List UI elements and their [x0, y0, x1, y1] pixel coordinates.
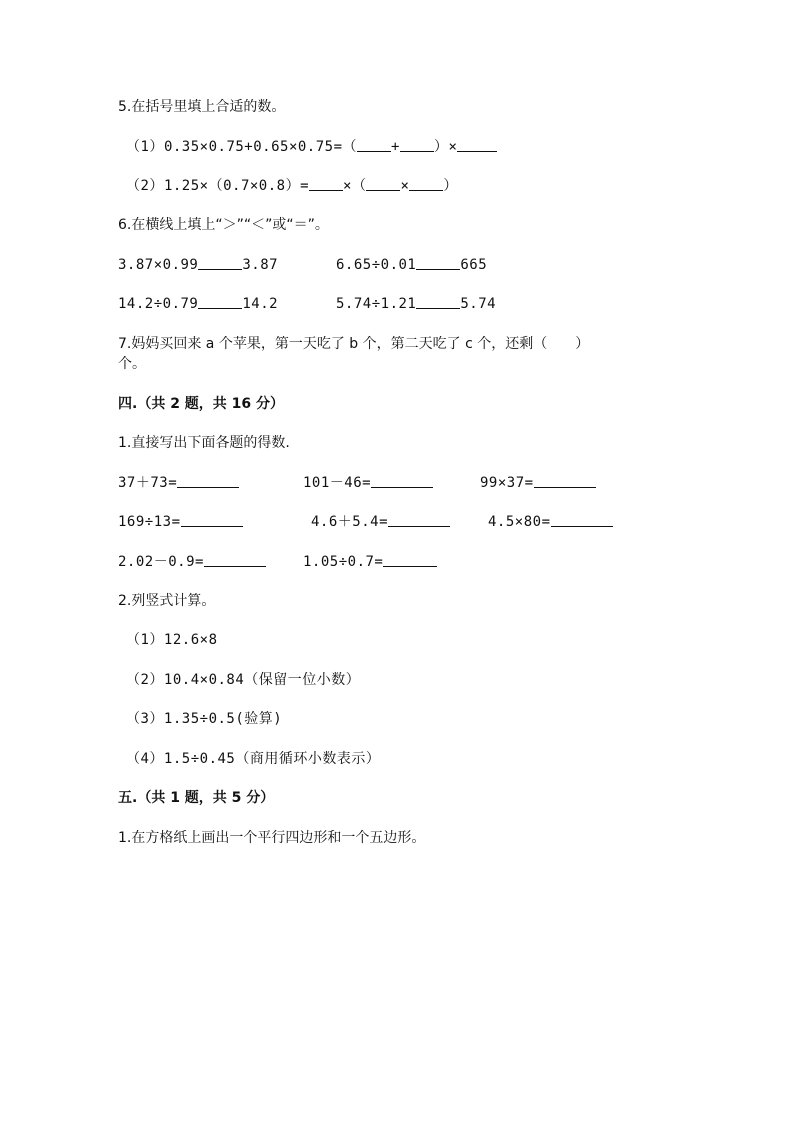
- mental-math-3-blank[interactable]: [534, 473, 596, 488]
- q6-r1a-blank[interactable]: [198, 255, 242, 270]
- section-4-heading: 四.（共 2 题，共 16 分）: [118, 396, 285, 412]
- mental-math-7: [118, 552, 266, 572]
- mental-math-8: [303, 552, 437, 572]
- q5-part1-blank-3[interactable]: [457, 137, 497, 152]
- sec4-q2-title: 2.列竖式计算。: [118, 593, 216, 609]
- q5-part1: [126, 137, 497, 157]
- q5-title: 5.在括号里填上合适的数。: [118, 99, 286, 115]
- mental-math-1: [118, 473, 239, 493]
- vertical-calc-3: （3）1.35÷0.5(验算): [126, 711, 283, 727]
- q5-part1-expression: 0.35×0.75+0.65×0.75=（: [163, 139, 358, 155]
- mental-math-5-blank[interactable]: [388, 512, 450, 527]
- q6-r1a-right: 3.87: [242, 257, 279, 273]
- q5-part2-blank-3[interactable]: [409, 176, 443, 191]
- mental-math-2-expr: 101－46=: [303, 475, 372, 491]
- mental-math-6-expr: 4.5×80=: [488, 514, 551, 530]
- mental-math-1-blank[interactable]: [177, 473, 239, 488]
- mental-math-3: [480, 473, 596, 493]
- q6-r1b-blank[interactable]: [416, 255, 460, 270]
- mental-math-5: [311, 512, 450, 532]
- vertical-calc-2: （2）10.4×0.84（保留一位小数）: [126, 672, 361, 688]
- mental-math-6-blank[interactable]: [551, 512, 613, 527]
- q6-r2b-left: 5.74÷1.21: [336, 296, 417, 312]
- q6-r1b-left: 6.65÷0.01: [336, 257, 417, 273]
- mental-math-2-blank[interactable]: [371, 473, 433, 488]
- vertical-calc-4: （4）1.5÷0.45（商用循环小数表示）: [126, 751, 381, 767]
- mental-math-8-expr: 1.05÷0.7=: [303, 554, 384, 570]
- q5-part1-label: （1）: [126, 139, 164, 155]
- mental-math-4-blank[interactable]: [181, 512, 243, 527]
- q5-part1-plus: +: [391, 139, 400, 155]
- q7-line2: 个。: [118, 356, 146, 372]
- mental-math-4: [118, 512, 243, 532]
- q5-part2-label: （2）: [126, 178, 164, 194]
- section-5-heading: 五.（共 1 题，共 5 分）: [118, 790, 275, 806]
- mental-math-7-expr: 2.02－0.9=: [118, 554, 204, 570]
- mental-math-6: [488, 512, 613, 532]
- q6-row1-b: [336, 255, 487, 275]
- q5-part2-times2: ×: [400, 178, 410, 194]
- q6-row1-a: [118, 255, 278, 275]
- q7-line1: 7.妈妈买回来 a 个苹果，第一天吃了 b 个，第二天吃了 c 个，还剩（ ）: [118, 336, 590, 352]
- q5-part1-blank-2[interactable]: [400, 137, 434, 152]
- q6-title: 6.在横线上填上“＞”“＜”或“＝”。: [118, 217, 329, 233]
- q5-part1-close: ）×: [433, 139, 458, 155]
- q6-r1b-right: 665: [460, 257, 488, 273]
- mental-math-2: [303, 473, 433, 493]
- mental-math-8-blank[interactable]: [383, 552, 437, 567]
- q5-part2-close: ）: [443, 178, 458, 194]
- q6-row2-a: [118, 294, 278, 314]
- q5-part2-blank-1[interactable]: [309, 176, 343, 191]
- q5-part2-blank-2[interactable]: [366, 176, 400, 191]
- sec5-q1-title: 1.在方格纸上画出一个平行四边形和一个五边形。: [118, 830, 426, 846]
- mental-math-7-blank[interactable]: [204, 552, 266, 567]
- q5-part2-expression: 1.25×（0.7×0.8）=: [163, 178, 310, 194]
- q6-r2b-right: 5.74: [460, 296, 497, 312]
- q5-part2: [126, 176, 458, 196]
- q6-r1a-left: 3.87×0.99: [118, 257, 199, 273]
- q6-r2a-right: 14.2: [242, 296, 279, 312]
- mental-math-3-expr: 99×37=: [480, 475, 534, 491]
- q5-part1-blank-1[interactable]: [357, 137, 391, 152]
- vertical-calc-1: （1）12.6×8: [126, 632, 218, 648]
- mental-math-4-expr: 169÷13=: [118, 514, 181, 530]
- sec4-q1-title: 1.直接写出下面各题的得数.: [118, 435, 290, 451]
- q5-part2-times: ×（: [343, 178, 367, 194]
- mental-math-5-expr: 4.6＋5.4=: [311, 514, 389, 530]
- mental-math-1-expr: 37＋73=: [118, 475, 178, 491]
- q6-r2b-blank[interactable]: [416, 294, 460, 309]
- q6-r2a-blank[interactable]: [198, 294, 242, 309]
- q6-r2a-left: 14.2÷0.79: [118, 296, 199, 312]
- q6-row2-b: [336, 294, 496, 314]
